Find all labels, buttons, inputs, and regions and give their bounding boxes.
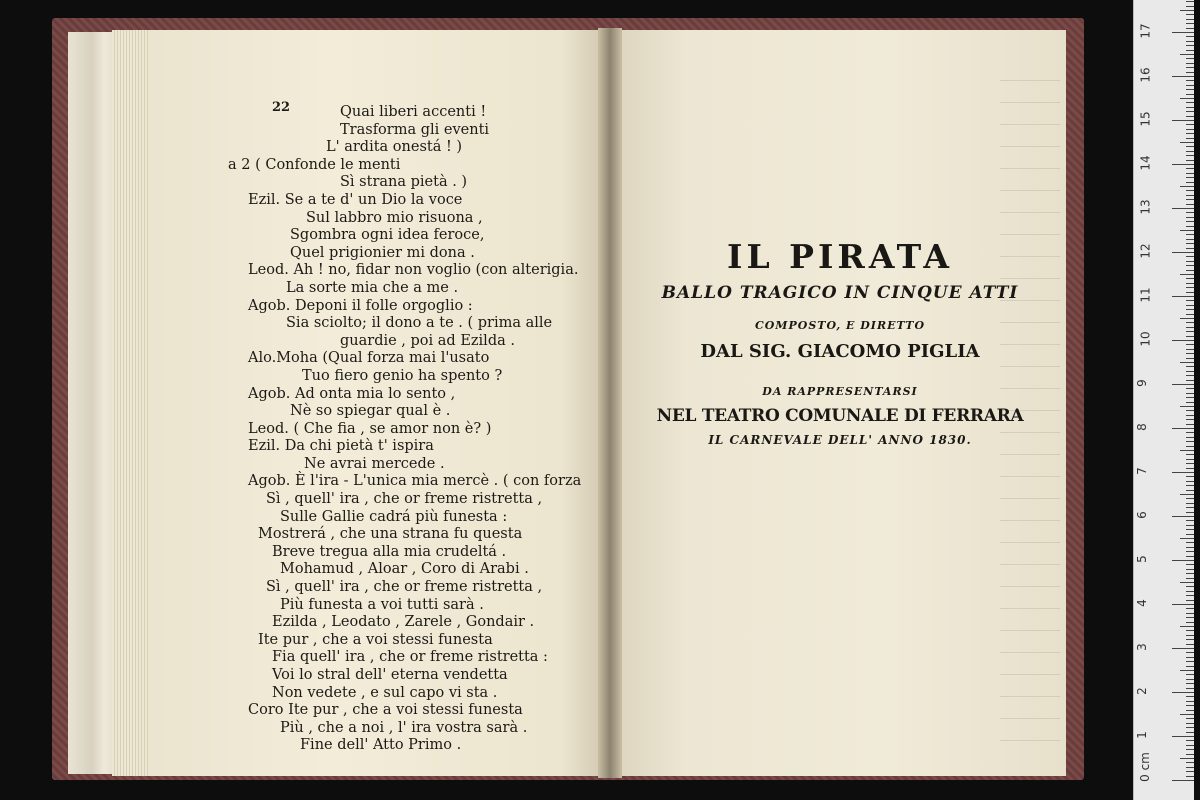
ruler-tick <box>1180 98 1194 99</box>
ruler-tick <box>1186 358 1194 359</box>
ruler-tick <box>1186 463 1194 464</box>
ruler-tick <box>1186 155 1194 156</box>
ruler-tick <box>1186 666 1194 667</box>
ruler-tick <box>1186 204 1194 205</box>
ruler-tick <box>1172 76 1194 77</box>
ruler-tick <box>1186 630 1194 631</box>
ruler-label: 4 <box>1134 599 1149 607</box>
ruler-tick <box>1186 72 1194 73</box>
ruler-tick <box>1186 551 1194 552</box>
ruler-tick <box>1180 450 1194 451</box>
ruler-tick <box>1186 322 1194 323</box>
ruler-tick <box>1172 208 1194 209</box>
theatre-line: NEL TEATRO COMUNALE DI FERRARA <box>656 406 1024 426</box>
ruler-tick <box>1186 138 1194 139</box>
ruler-tick <box>1186 248 1194 249</box>
verse-line: Fia quell' ira , che or freme ristretta : <box>272 649 548 666</box>
libretto-verse <box>228 104 610 755</box>
ruler-tick <box>1172 692 1194 693</box>
ruler-zero-label: 0 cm <box>1137 752 1152 782</box>
ruler-tick <box>1172 516 1194 517</box>
ruler-tick <box>1186 393 1194 394</box>
ruler-label: 9 <box>1134 379 1149 387</box>
verse-line: Leod. ( Che fia , se amor non è? ) <box>248 420 492 437</box>
ruler-tick <box>1180 10 1194 11</box>
ruler-tick <box>1186 441 1194 442</box>
ruler-tick <box>1180 230 1194 231</box>
ruler-tick <box>1186 256 1194 257</box>
verse-line: Agob. Deponi il folle orgoglio : <box>248 297 473 314</box>
verse-line: Più funesta a voi tutti sarà . <box>280 596 484 613</box>
verse-line: Sgombra ogni idea feroce, <box>290 227 485 244</box>
ruler-tick <box>1186 151 1194 152</box>
ruler-tick <box>1186 608 1194 609</box>
verse-line: Voi lo stral dell' eterna vendetta <box>272 667 508 683</box>
verse-line: Ezilda , Leodato , Zarele , Gondair . <box>272 614 535 631</box>
ruler-tick <box>1172 120 1194 121</box>
ruler-label: 7 <box>1134 467 1149 475</box>
ruler-tick <box>1186 190 1194 191</box>
ruler-tick <box>1186 639 1194 640</box>
ruler-tick <box>1186 14 1194 15</box>
ruler-tick <box>1186 102 1194 103</box>
verse-line: Sul labbro mio risuona , <box>306 209 483 226</box>
ruler-tick <box>1186 300 1194 301</box>
ruler-tick <box>1186 723 1194 724</box>
ruler-tick <box>1186 234 1194 235</box>
ruler-tick <box>1180 274 1194 275</box>
ruler-tick <box>1186 688 1194 689</box>
ruler-tick <box>1186 129 1194 130</box>
ruler-tick <box>1186 327 1194 328</box>
ruler-tick <box>1172 472 1194 473</box>
ruler-tick <box>1186 595 1194 596</box>
ruler-tick <box>1186 375 1194 376</box>
ruler-tick <box>1186 437 1194 438</box>
verse-line: Alo.Moha (Qual forza mai l'usato <box>248 350 490 367</box>
ruler-tick <box>1186 116 1194 117</box>
ruler-label: 10 <box>1138 331 1153 347</box>
ruler-tick <box>1186 710 1194 711</box>
ruler-tick <box>1186 573 1194 574</box>
ruler-tick <box>1186 239 1194 240</box>
verse-line: Fine dell' Atto Primo . <box>300 737 462 754</box>
ruler-tick <box>1186 36 1194 37</box>
ruler-tick <box>1186 283 1194 284</box>
ruler-tick <box>1172 164 1194 165</box>
author-line: DAL SIG. GIACOMO PIGLIA <box>700 341 980 362</box>
ruler-label: 15 <box>1138 111 1153 127</box>
verse-line: Breve tregua alla mia crudeltá . <box>272 543 507 560</box>
ruler-tick <box>1186 727 1194 728</box>
ruler-tick <box>1186 168 1194 169</box>
ruler-tick <box>1186 718 1194 719</box>
verse-line: Quai liberi accenti ! <box>340 104 487 120</box>
ruler-tick <box>1186 476 1194 477</box>
ruler-tick <box>1186 67 1194 68</box>
ruler-tick <box>1186 617 1194 618</box>
ruler-label: 12 <box>1138 243 1153 259</box>
verse-line: Quel prigionier mi dona . <box>290 244 475 261</box>
ruler-tick <box>1180 582 1194 583</box>
verse-line: Ne avrai mercede . <box>304 455 445 472</box>
ruler-tick <box>1186 146 1194 147</box>
ruler-tick <box>1186 287 1194 288</box>
ruler-tick <box>1186 217 1194 218</box>
performed-line: DA RAPPRESENTARSI <box>762 385 918 398</box>
ruler-tick <box>1186 701 1194 702</box>
ruler-tick <box>1186 754 1194 755</box>
ruler-tick <box>1186 740 1194 741</box>
verse-line: Trasforma gli eventi <box>340 121 490 138</box>
ruler-tick <box>1186 6 1194 7</box>
ruler-tick <box>1180 714 1194 715</box>
ruler-label: 14 <box>1138 155 1153 171</box>
verse-line: guardie , poi ad Ezilda . <box>340 332 515 349</box>
ruler-tick <box>1186 265 1194 266</box>
verse-line: Agob. È l'ira - L'unica mia mercè . ( con forza <box>248 473 582 490</box>
season-line: IL CARNEVALE DELL' ANNO 1830. <box>708 433 972 447</box>
ruler-tick <box>1186 41 1194 42</box>
verse-line: Mostrerá , che una strana fu questa <box>258 526 523 543</box>
title-page <box>630 236 1050 452</box>
ruler-tick <box>1186 635 1194 636</box>
ruler-tick <box>1186 85 1194 86</box>
ruler-tick <box>1186 732 1194 733</box>
ruler-tick <box>1186 745 1194 746</box>
ruler-label: 11 <box>1138 287 1153 303</box>
ruler-tick <box>1186 133 1194 134</box>
ruler-tick <box>1186 657 1194 658</box>
ruler-tick <box>1180 406 1194 407</box>
ruler-tick <box>1186 481 1194 482</box>
verse-line: Mohamud , Aloar , Coro di Arabi . <box>280 561 529 578</box>
ruler-tick <box>1186 652 1194 653</box>
ruler-tick <box>1186 415 1194 416</box>
ruler-tick <box>1186 578 1194 579</box>
ruler-tick <box>1186 507 1194 508</box>
ruler-tick <box>1186 529 1194 530</box>
ruler-tick <box>1186 111 1194 112</box>
ruler-tick <box>1172 252 1194 253</box>
verse-line: Sì , quell' ira , che or freme ristretta , <box>266 491 543 508</box>
ruler-tick <box>1186 221 1194 222</box>
ruler-tick <box>1186 309 1194 310</box>
ruler-tick <box>1186 600 1194 601</box>
ruler-tick <box>1180 670 1194 671</box>
verse-line: Agob. Ad onta mia lo sento , <box>248 385 456 402</box>
ruler-tick <box>1186 661 1194 662</box>
verse-line: La sorte mia che a me . <box>286 279 459 296</box>
ruler-tick <box>1186 419 1194 420</box>
ruler-tick <box>1180 494 1194 495</box>
ruler-label: 16 <box>1138 67 1153 83</box>
ruler-tick <box>1186 336 1194 337</box>
ruler-tick <box>1180 538 1194 539</box>
ruler-tick <box>1186 50 1194 51</box>
ruler-tick <box>1186 349 1194 350</box>
ruler-tick <box>1180 362 1194 363</box>
ruler-tick <box>1172 32 1194 33</box>
ruler-tick <box>1186 410 1194 411</box>
ruler-tick <box>1186 243 1194 244</box>
ruler-tick <box>1172 736 1194 737</box>
verse-line: Più , che a noi , l' ira vostra sarà . <box>280 719 528 736</box>
ruler-tick <box>1186 771 1194 772</box>
ruler-tick <box>1180 758 1194 759</box>
ruler-tick <box>1186 160 1194 161</box>
ruler-tick <box>1186 525 1194 526</box>
ruler-tick <box>1172 384 1194 385</box>
ruler-tick <box>1186 371 1194 372</box>
ruler-tick <box>1186 468 1194 469</box>
ruler-tick <box>1180 186 1194 187</box>
ruler-tick <box>1186 380 1194 381</box>
ruler-tick <box>1186 45 1194 46</box>
ruler-tick <box>1172 780 1194 781</box>
ruler-tick <box>1186 177 1194 178</box>
verse-line: Nè so spiegar qual è . <box>290 403 451 420</box>
ruler-tick <box>1172 340 1194 341</box>
ruler-tick <box>1186 520 1194 521</box>
verse-line: Sulle Gallie cadrá più funesta : <box>280 508 508 525</box>
ruler-tick <box>1186 767 1194 768</box>
verse-line: a 2 ( Confonde le menti <box>228 156 401 173</box>
ruler-tick <box>1186 388 1194 389</box>
ruler-tick <box>1180 54 1194 55</box>
ruler-tick <box>1172 560 1194 561</box>
ruler-tick <box>1186 749 1194 750</box>
ruler-tick <box>1186 195 1194 196</box>
ruler-tick <box>1172 296 1194 297</box>
ruler-tick <box>1186 19 1194 20</box>
ruler-tick <box>1186 107 1194 108</box>
ruler-label: 5 <box>1134 555 1149 563</box>
ruler-tick <box>1186 762 1194 763</box>
ruler-tick <box>1186 534 1194 535</box>
measuring-ruler <box>1133 0 1194 800</box>
ruler-tick <box>1186 696 1194 697</box>
ruler-tick <box>1186 94 1194 95</box>
ruler-tick <box>1186 212 1194 213</box>
ruler-tick <box>1186 644 1194 645</box>
ruler-tick <box>1186 89 1194 90</box>
ruler-tick <box>1186 454 1194 455</box>
verse-line: Ezil. Da chi pietà t' ispira <box>248 438 434 455</box>
ruler-tick <box>1186 490 1194 491</box>
ruler-tick <box>1186 173 1194 174</box>
ruler-tick <box>1186 344 1194 345</box>
ruler-tick <box>1186 366 1194 367</box>
ruler-label: 6 <box>1134 511 1149 519</box>
verse-line: L' ardita onestá ! ) <box>326 139 463 156</box>
ruler-tick <box>1186 292 1194 293</box>
ruler-tick <box>1186 679 1194 680</box>
ruler-tick <box>1186 591 1194 592</box>
ruler-tick <box>1180 318 1194 319</box>
ruler-tick <box>1186 1 1194 2</box>
ruler-tick <box>1180 626 1194 627</box>
ruler-tick <box>1172 604 1194 605</box>
ruler-tick <box>1186 705 1194 706</box>
ruler-tick <box>1186 278 1194 279</box>
ruler-tick <box>1186 556 1194 557</box>
ruler-tick <box>1186 622 1194 623</box>
verse-line: Ezil. Se a te d' un Dio la voce <box>248 191 463 208</box>
ruler-label: 13 <box>1138 199 1153 215</box>
ruler-tick <box>1186 182 1194 183</box>
ruler-label: 3 <box>1134 643 1149 651</box>
ruler-tick <box>1186 305 1194 306</box>
ruler-tick <box>1186 58 1194 59</box>
verse-line: Sì strana pietà . ) <box>340 174 468 191</box>
ruler-tick <box>1186 402 1194 403</box>
ruler-tick <box>1186 569 1194 570</box>
ruler-tick <box>1186 674 1194 675</box>
ruler-label: 17 <box>1138 23 1153 39</box>
verse-line: Tuo fiero genio ha spento ? <box>302 367 503 384</box>
verse-line: Ite pur , che a voi stessi funesta <box>258 631 493 648</box>
ruler-tick <box>1186 353 1194 354</box>
ruler-tick <box>1186 776 1194 777</box>
ruler-tick <box>1186 80 1194 81</box>
ruler-tick <box>1186 424 1194 425</box>
ruler-tick <box>1186 613 1194 614</box>
page-number: 22 <box>272 100 291 115</box>
ruler-tick <box>1186 226 1194 227</box>
verse-line: Sia sciolto; il dono a te . ( prima alle <box>286 315 553 332</box>
ruler-tick <box>1186 28 1194 29</box>
work-subtitle: BALLO TRAGICO IN CINQUE ATTI <box>661 283 1019 303</box>
ruler-tick <box>1186 261 1194 262</box>
ruler-tick <box>1186 485 1194 486</box>
ruler-tick <box>1186 683 1194 684</box>
verse-line: Coro Ite pur , che a voi stessi funesta <box>248 702 523 719</box>
ruler-tick <box>1186 498 1194 499</box>
ruler-tick <box>1186 564 1194 565</box>
ruler-tick <box>1186 270 1194 271</box>
ruler-tick <box>1186 459 1194 460</box>
ruler-tick <box>1186 314 1194 315</box>
verse-line: Non vedete , e sul capo vi sta . <box>272 684 498 701</box>
ruler-tick <box>1172 648 1194 649</box>
ruler-tick <box>1186 199 1194 200</box>
ruler-tick <box>1186 397 1194 398</box>
page-stack <box>112 30 152 776</box>
ruler-tick <box>1186 331 1194 332</box>
ruler-tick <box>1186 63 1194 64</box>
verse-line: Sì , quell' ira , che or freme ristretta , <box>266 579 543 596</box>
ruler-label: 2 <box>1134 687 1149 695</box>
ruler-tick <box>1186 542 1194 543</box>
ruler-tick <box>1186 23 1194 24</box>
ruler-tick <box>1186 124 1194 125</box>
ruler-tick <box>1180 142 1194 143</box>
work-title: IL PIRATA <box>727 237 953 276</box>
ruler-label: 8 <box>1134 423 1149 431</box>
verse-line: Leod. Ah ! no, fidar non voglio (con alterigia. <box>248 262 579 279</box>
ruler-tick <box>1186 512 1194 513</box>
ruler-tick <box>1186 547 1194 548</box>
ruler-tick <box>1186 503 1194 504</box>
ruler-tick <box>1186 586 1194 587</box>
ruler-tick <box>1186 446 1194 447</box>
ruler-tick <box>1186 432 1194 433</box>
ruler-label: 1 <box>1134 731 1149 739</box>
ruler-tick <box>1172 428 1194 429</box>
composed-line: COMPOSTO, E DIRETTO <box>754 319 926 332</box>
